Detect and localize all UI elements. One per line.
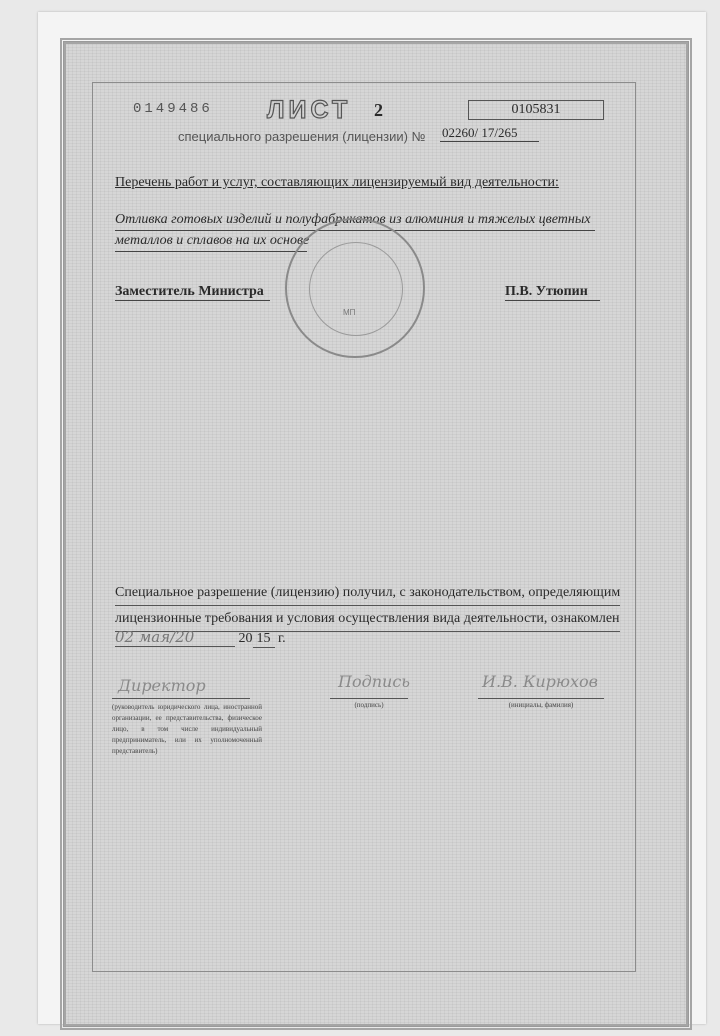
receipt-date <box>115 628 286 648</box>
official-seal <box>285 218 425 358</box>
left-signature-caption: (руководитель юридического лица, иностранной организации, ее представительства, физическое лицо, в том числе индивидуальный предприниматель, или их уполномоченный представитель) <box>112 703 262 755</box>
form-number: 0105831 <box>468 100 604 120</box>
works-list-heading: Перечень работ и услуг, составляющих лицензируемый вид деятельности: <box>115 175 559 190</box>
sheet-title: ЛИСТ <box>267 96 352 124</box>
receipt-statement <box>115 580 620 632</box>
left-signature: Директор <box>118 676 206 695</box>
right-signature-caption: (инициалы, фамилия) <box>508 701 574 709</box>
series-number: 0149486 <box>133 101 213 117</box>
activity-line-2: металлов и сплавов на их основе <box>115 231 307 252</box>
signatory-name: П.В. Утюпин <box>505 284 600 301</box>
right-signature: И.В. Кирюхов <box>482 672 598 691</box>
date-year-suffix: г. <box>278 631 286 646</box>
receipt-line-1: Специальное разрешение (лицензию) получил, с законодательством, определяющим <box>115 580 620 606</box>
seal-label: МП <box>343 308 356 317</box>
signatory-title: Заместитель Министра <box>115 284 270 301</box>
seal-emblem <box>309 242 403 336</box>
middle-signature-caption: (подпись) <box>354 701 384 709</box>
date-handwritten: 02 мая/20 <box>115 628 235 647</box>
middle-signature: Подпись <box>338 672 411 691</box>
date-year: 15 <box>253 631 275 648</box>
activity-line-1: Отливка готовых изделий и полуфабрикатов из алюминия и тяжелых цветных <box>115 210 595 231</box>
date-century: 20 <box>238 631 253 646</box>
license-number: 02260/ 17/265 <box>440 125 539 142</box>
receipt-line-2: лицензионные требования и условия осуществления вида деятельности, ознакомлен <box>115 606 620 632</box>
sheet-number: 2 <box>374 100 383 120</box>
license-subtitle: специального разрешения (лицензии) № <box>178 129 426 144</box>
